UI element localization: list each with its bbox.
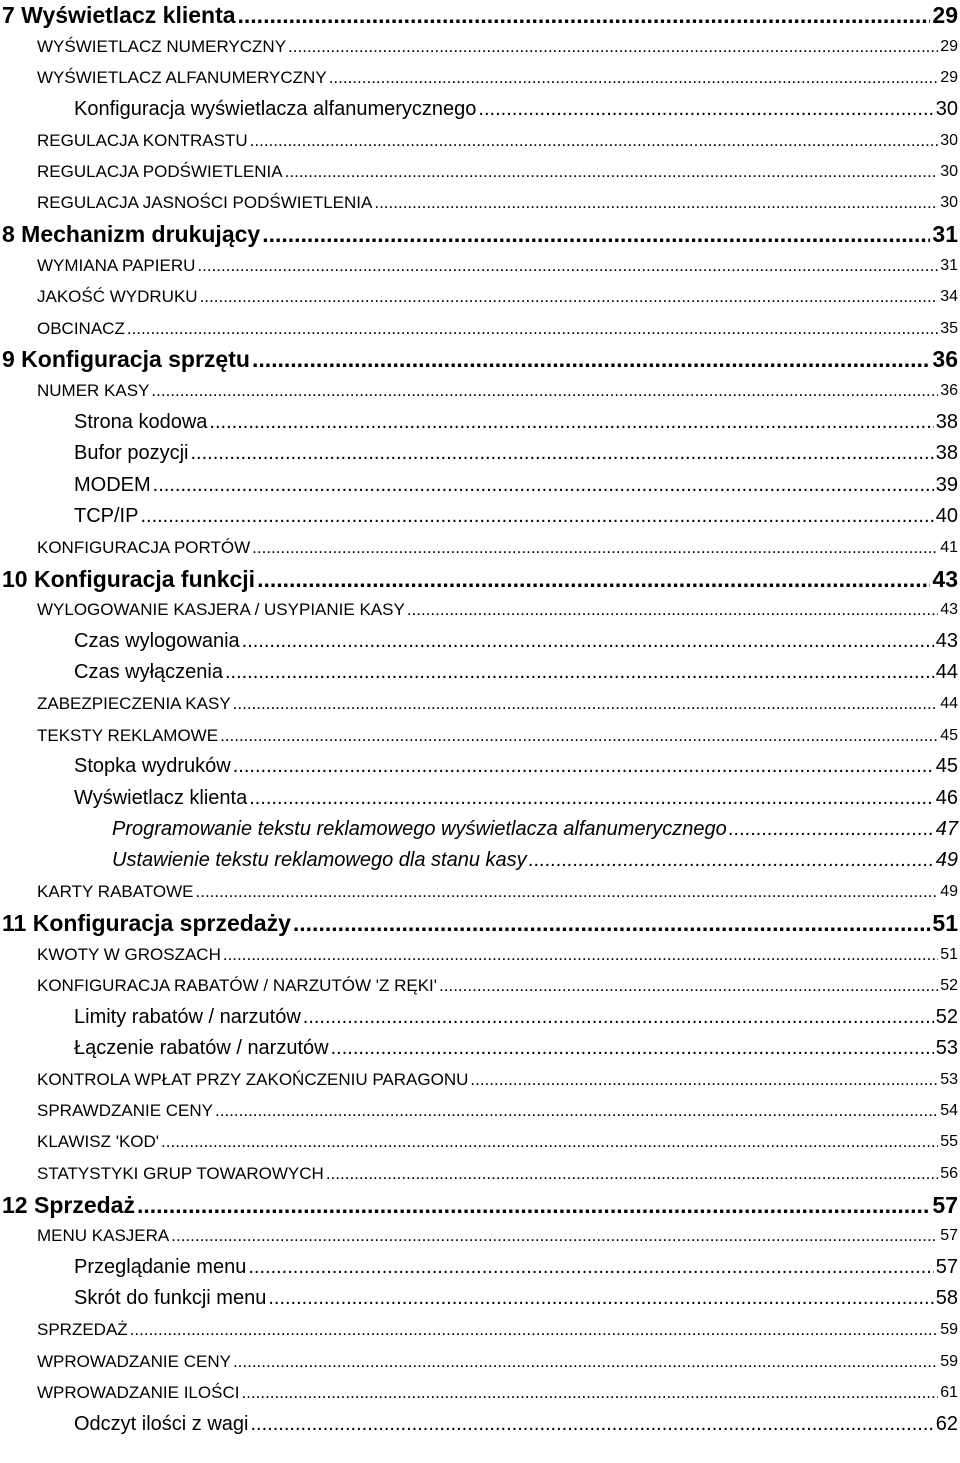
dot-leader (215, 1101, 938, 1121)
toc-entry-page-number: 51 (940, 945, 958, 963)
toc-entry-level-3[interactable] (0, 470, 960, 501)
toc-entry-page-number: 61 (940, 1383, 958, 1401)
dot-leader (242, 630, 934, 653)
toc-entry-page-number: 41 (940, 538, 958, 556)
dot-leader (252, 538, 938, 558)
toc-entry-title: 8 Mechanizm drukujący (2, 221, 261, 248)
toc-entry-page-number: 35 (940, 319, 958, 337)
toc-entry-level-3[interactable] (0, 407, 960, 438)
toc-entry-page-number: 57 (940, 1227, 958, 1245)
toc-entry-level-1[interactable] (0, 344, 960, 375)
dot-leader (303, 1006, 934, 1029)
dot-leader (529, 849, 934, 872)
toc-entry-page-number: 44 (940, 695, 958, 713)
dot-leader (251, 1413, 934, 1436)
dot-leader (293, 910, 931, 937)
toc-entry-title: REGULACJA PODŚWIETLENIA (37, 162, 283, 182)
toc-entry-page-number: 43 (940, 601, 958, 619)
toc-entry-page-number: 31 (940, 257, 958, 275)
dot-leader (161, 1132, 938, 1152)
dot-leader (329, 68, 939, 88)
toc-entry-level-2[interactable] (0, 689, 960, 720)
toc-entry-level-1[interactable] (0, 908, 960, 939)
toc-entry-level-1[interactable] (0, 219, 960, 250)
toc-entry-page-number: 30 (935, 98, 958, 121)
toc-entry-page-number: 29 (940, 37, 958, 55)
toc-entry-page-number: 49 (935, 849, 958, 872)
toc-entry-title: Programowanie tekstu reklamowego wyświetlacza alfanumerycznego (112, 817, 727, 840)
toc-entry-title: WYŚWIETLACZ ALFANUMERYCZNY (37, 68, 327, 88)
toc-entry-page-number: 44 (935, 661, 958, 684)
toc-entry-level-3[interactable] (0, 626, 960, 657)
toc-entry-level-2[interactable] (0, 282, 960, 313)
toc-entry-page-number: 51 (932, 909, 958, 936)
toc-entry-title: Odczyt ilości z wagi (74, 1412, 249, 1435)
toc-entry-title: STATYSTYKI GRUP TOWAROWYCH (37, 1163, 324, 1183)
toc-entry-level-2[interactable] (0, 313, 960, 344)
toc-entry-title: KLAWISZ 'KOD' (37, 1132, 160, 1152)
toc-entry-title: REGULACJA KONTRASTU (37, 130, 248, 150)
dot-leader (288, 37, 938, 57)
dot-leader (729, 818, 934, 841)
dot-leader (151, 381, 938, 401)
toc-entry-title: 9 Konfiguracja sprzętu (2, 346, 250, 373)
toc-entry-title: Ustawienie tekstu reklamowego dla stanu kasy (112, 849, 527, 872)
toc-entry-page-number: 59 (940, 1321, 958, 1339)
toc-entry-title: KONFIGURACJA PORTÓW (37, 537, 251, 557)
toc-entry-level-3[interactable] (0, 751, 960, 782)
toc-entry-title: TEKSTY REKLAMOWE (37, 725, 219, 745)
dot-leader (331, 1037, 934, 1060)
toc-entry-page-number: 45 (935, 755, 958, 778)
toc-entry-title: MODEM (74, 473, 151, 496)
toc-entry-title: Bufor pozycji (74, 442, 189, 465)
toc-entry-page-number: 52 (940, 976, 958, 994)
toc-entry-page-number: 43 (935, 630, 958, 653)
dot-leader (200, 287, 939, 307)
toc-entry-page-number: 53 (935, 1037, 958, 1060)
toc-entry-level-2[interactable] (0, 250, 960, 281)
toc-entry-title: SPRAWDZANIE CENY (37, 1101, 214, 1121)
toc-entry-title: KWOTY W GROSZACH (37, 944, 221, 964)
toc-entry-title: NUMER KASY (37, 381, 150, 401)
toc-entry-page-number: 46 (935, 786, 958, 809)
toc-entry-level-2[interactable] (0, 970, 960, 1001)
dot-leader (233, 694, 939, 714)
toc-entry-level-3[interactable] (0, 501, 960, 532)
toc-entry-level-2[interactable] (0, 939, 960, 970)
toc-entry-title: WYŚWIETLACZ NUMERYCZNY (37, 36, 287, 56)
toc-entry-level-2[interactable] (0, 1377, 960, 1408)
dot-leader (249, 787, 934, 810)
toc-entry-title: Czas wyłączenia (74, 661, 223, 684)
toc-entry-title: MENU KASJERA (37, 1226, 170, 1246)
toc-entry-title: Skrót do funkcji menu (74, 1287, 267, 1310)
toc-entry-level-2[interactable] (0, 376, 960, 407)
dot-leader (250, 131, 939, 151)
toc-entry-page-number: 30 (940, 194, 958, 212)
toc-entry-page-number: 36 (940, 382, 958, 400)
toc-entry-level-3[interactable] (0, 94, 960, 125)
toc-entry-title: Łączenie rabatów / narzutów (74, 1037, 329, 1060)
toc-entry-title: REGULACJA JASNOŚCI PODŚWIETLENIA (37, 193, 373, 213)
toc-entry-level-3[interactable] (0, 1033, 960, 1064)
toc-entry-level-3[interactable] (0, 1252, 960, 1283)
toc-entry-title: Wyświetlacz klienta (74, 786, 248, 809)
dot-leader (209, 411, 933, 434)
toc-entry-page-number: 29 (940, 69, 958, 87)
dot-leader (137, 1192, 930, 1219)
toc-entry-title: JAKOŚĆ WYDRUKU (37, 287, 198, 307)
dot-leader (241, 1383, 938, 1403)
toc-entry-page-number: 43 (932, 565, 958, 592)
toc-entry-title: 7 Wyświetlacz klienta (2, 2, 236, 29)
dot-leader (223, 945, 938, 965)
toc-entry-level-1[interactable] (0, 563, 960, 594)
toc-entry-level-3[interactable] (0, 783, 960, 814)
toc-entry-page-number: 30 (940, 131, 958, 149)
toc-entry-page-number: 59 (940, 1352, 958, 1370)
toc-entry-title: WPROWADZANIE CENY (37, 1351, 231, 1371)
toc-entry-level-2[interactable] (0, 720, 960, 751)
toc-entry-level-1[interactable] (0, 1189, 960, 1220)
dot-leader (191, 442, 934, 465)
toc-entry-level-3[interactable] (0, 438, 960, 469)
toc-entry-page-number: 58 (935, 1287, 958, 1310)
toc-entry-title: KONFIGURACJA RABATÓW / NARZUTÓW 'Z RĘKI' (37, 975, 438, 995)
toc-entry-page-number: 29 (932, 2, 958, 29)
dot-leader (225, 661, 934, 684)
toc-entry-page-number: 38 (935, 442, 958, 465)
toc-entry-level-3[interactable] (0, 657, 960, 688)
toc-entry-page-number: 39 (935, 473, 958, 496)
toc-entry-title: 12 Sprzedaż (2, 1191, 135, 1218)
toc-entry-page-number: 55 (940, 1133, 958, 1151)
toc-entry-page-number: 45 (940, 726, 958, 744)
toc-entry-level-2[interactable] (0, 1158, 960, 1189)
dot-leader (257, 566, 930, 593)
toc-entry-level-2[interactable] (0, 1221, 960, 1252)
toc-entry-title: KARTY RABATOWE (37, 882, 194, 902)
toc-entry-page-number: 30 (940, 163, 958, 181)
toc-entry-level-2[interactable] (0, 1096, 960, 1127)
toc-entry-level-1[interactable] (0, 0, 960, 31)
toc-entry-level-2[interactable] (0, 1064, 960, 1095)
dot-leader (140, 505, 933, 528)
toc-entry-title: Konfiguracja wyświetlacza alfanumerycznego (74, 98, 477, 121)
toc-entry-level-2[interactable] (0, 63, 960, 94)
toc-entry-page-number: 38 (935, 411, 958, 434)
toc-entry-level-4[interactable] (0, 814, 960, 845)
dot-leader (478, 98, 933, 121)
toc-entry-page-number: 49 (940, 883, 958, 901)
toc-entry-level-3[interactable] (0, 1283, 960, 1314)
toc-entry-page-number: 47 (935, 817, 958, 840)
toc-entry-page-number: 57 (935, 1256, 958, 1279)
toc-entry-level-2[interactable] (0, 1127, 960, 1158)
dot-leader (197, 256, 938, 276)
toc-entry-title: 10 Konfiguracja funkcji (2, 565, 256, 592)
toc-entry-level-3[interactable] (0, 1409, 960, 1440)
dot-leader (374, 193, 938, 213)
toc-entry-title: KONTROLA WPŁAT PRZY ZAKOŃCZENIU PARAGONU (37, 1069, 469, 1089)
toc-entry-title: WPROWADZANIE ILOŚCI (37, 1382, 240, 1402)
dot-leader (238, 2, 931, 29)
dot-leader (252, 346, 930, 373)
dot-leader (233, 1352, 938, 1372)
dot-leader (326, 1164, 938, 1184)
toc-entry-title: TCP/IP (74, 504, 139, 527)
dot-leader (470, 1070, 938, 1090)
toc-entry-page-number: 34 (940, 288, 958, 306)
toc-entry-page-number: 62 (935, 1412, 958, 1435)
toc-entry-title: Przeglądanie menu (74, 1256, 247, 1279)
dot-leader (130, 1320, 939, 1340)
toc-entry-title: 11 Konfiguracja sprzedaży (2, 909, 291, 936)
dot-leader (407, 600, 938, 620)
toc-entry-level-2[interactable] (0, 532, 960, 563)
dot-leader (248, 1256, 933, 1279)
toc-entry-level-4[interactable] (0, 845, 960, 876)
dot-leader (439, 976, 938, 996)
toc-entry-title: Strona kodowa (74, 411, 208, 434)
dot-leader (285, 162, 939, 182)
toc-entry-page-number: 40 (935, 504, 958, 527)
toc-entry-level-2[interactable] (0, 876, 960, 907)
dot-leader (196, 882, 939, 902)
dot-leader (153, 474, 934, 497)
toc-entry-title: Czas wylogowania (74, 630, 240, 653)
toc-entry-level-2[interactable] (0, 595, 960, 626)
dot-leader (268, 1287, 933, 1310)
dot-leader (127, 319, 938, 339)
toc-entry-level-2[interactable] (0, 188, 960, 219)
dot-leader (262, 221, 930, 248)
toc-entry-page-number: 53 (940, 1070, 958, 1088)
toc-entry-title: SPRZEDAŻ (37, 1320, 128, 1340)
toc-entry-page-number: 57 (932, 1191, 958, 1218)
toc-entry-page-number: 31 (932, 221, 958, 248)
toc-entry-level-2[interactable] (0, 1315, 960, 1346)
toc-entry-title: Stopka wydruków (74, 755, 231, 778)
dot-leader (171, 1226, 938, 1246)
dot-leader (233, 755, 934, 778)
toc-entry-page-number: 36 (932, 346, 958, 373)
toc-entry-title: Limity rabatów / narzutów (74, 1005, 301, 1028)
toc-entry-level-3[interactable] (0, 1002, 960, 1033)
toc-entry-page-number: 52 (935, 1005, 958, 1028)
toc-entry-level-2[interactable] (0, 157, 960, 188)
toc-entry-level-2[interactable] (0, 125, 960, 156)
toc-entry-level-2[interactable] (0, 31, 960, 62)
toc-entry-title: WYMIANA PAPIERU (37, 256, 196, 276)
toc-entry-page-number: 56 (940, 1164, 958, 1182)
toc-entry-title: WYLOGOWANIE KASJERA / USYPIANIE KASY (37, 600, 405, 620)
toc-entry-title: ZABEZPIECZENIA KASY (37, 694, 231, 714)
toc-entry-title: OBCINACZ (37, 318, 125, 338)
toc-entry-level-2[interactable] (0, 1346, 960, 1377)
toc-entry-page-number: 54 (940, 1102, 958, 1120)
dot-leader (220, 726, 938, 746)
